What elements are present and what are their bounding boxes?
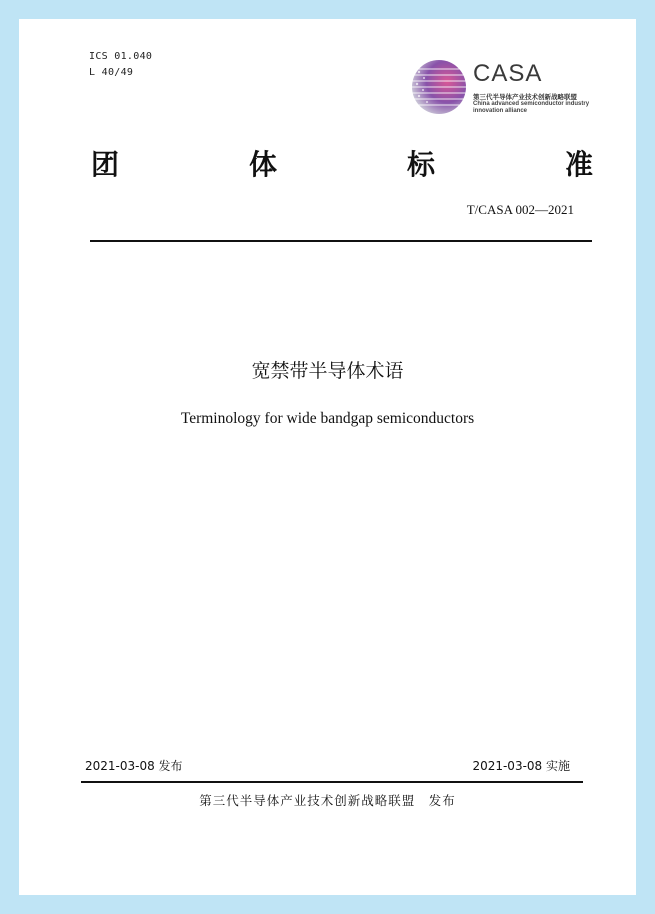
- casa-logo: [407, 55, 597, 119]
- document-type-heading: [91, 143, 593, 183]
- alliance-name-en-line2: innovation alliance: [473, 108, 528, 114]
- alliance-name-en-line1: China advanced semiconductor industry: [473, 101, 590, 107]
- publisher-line: 第三代半导体产业技术创新战略联盟 发布: [199, 793, 456, 808]
- title-english: Terminology for wide bandgap semiconductors: [180, 410, 475, 427]
- doc-type-char: 体: [248, 148, 277, 181]
- release-date: 2021-03-08 发布: [85, 759, 183, 773]
- title-chinese: 宽禁带半导体术语: [251, 360, 404, 382]
- doc-type-char: 准: [564, 148, 593, 181]
- ccs-code: L 40/49: [89, 67, 134, 78]
- casa-wordmark: CASA: [473, 60, 543, 87]
- alliance-name-cn: 第三代半导体产业技术创新战略联盟: [473, 93, 577, 101]
- doc-type-char: 标: [406, 148, 435, 181]
- casa-sphere-icon: [407, 55, 471, 119]
- standard-number: T/CASA 002—2021: [466, 202, 574, 217]
- doc-type-char: 团: [91, 148, 120, 181]
- standard-cover-page: [19, 19, 636, 895]
- alliance-name-en: [473, 101, 589, 115]
- header-divider: [90, 240, 592, 242]
- effective-date: 2021-03-08 实施: [472, 759, 570, 773]
- footer-divider: [81, 781, 583, 783]
- ics-code: ICS 01.040: [89, 51, 153, 62]
